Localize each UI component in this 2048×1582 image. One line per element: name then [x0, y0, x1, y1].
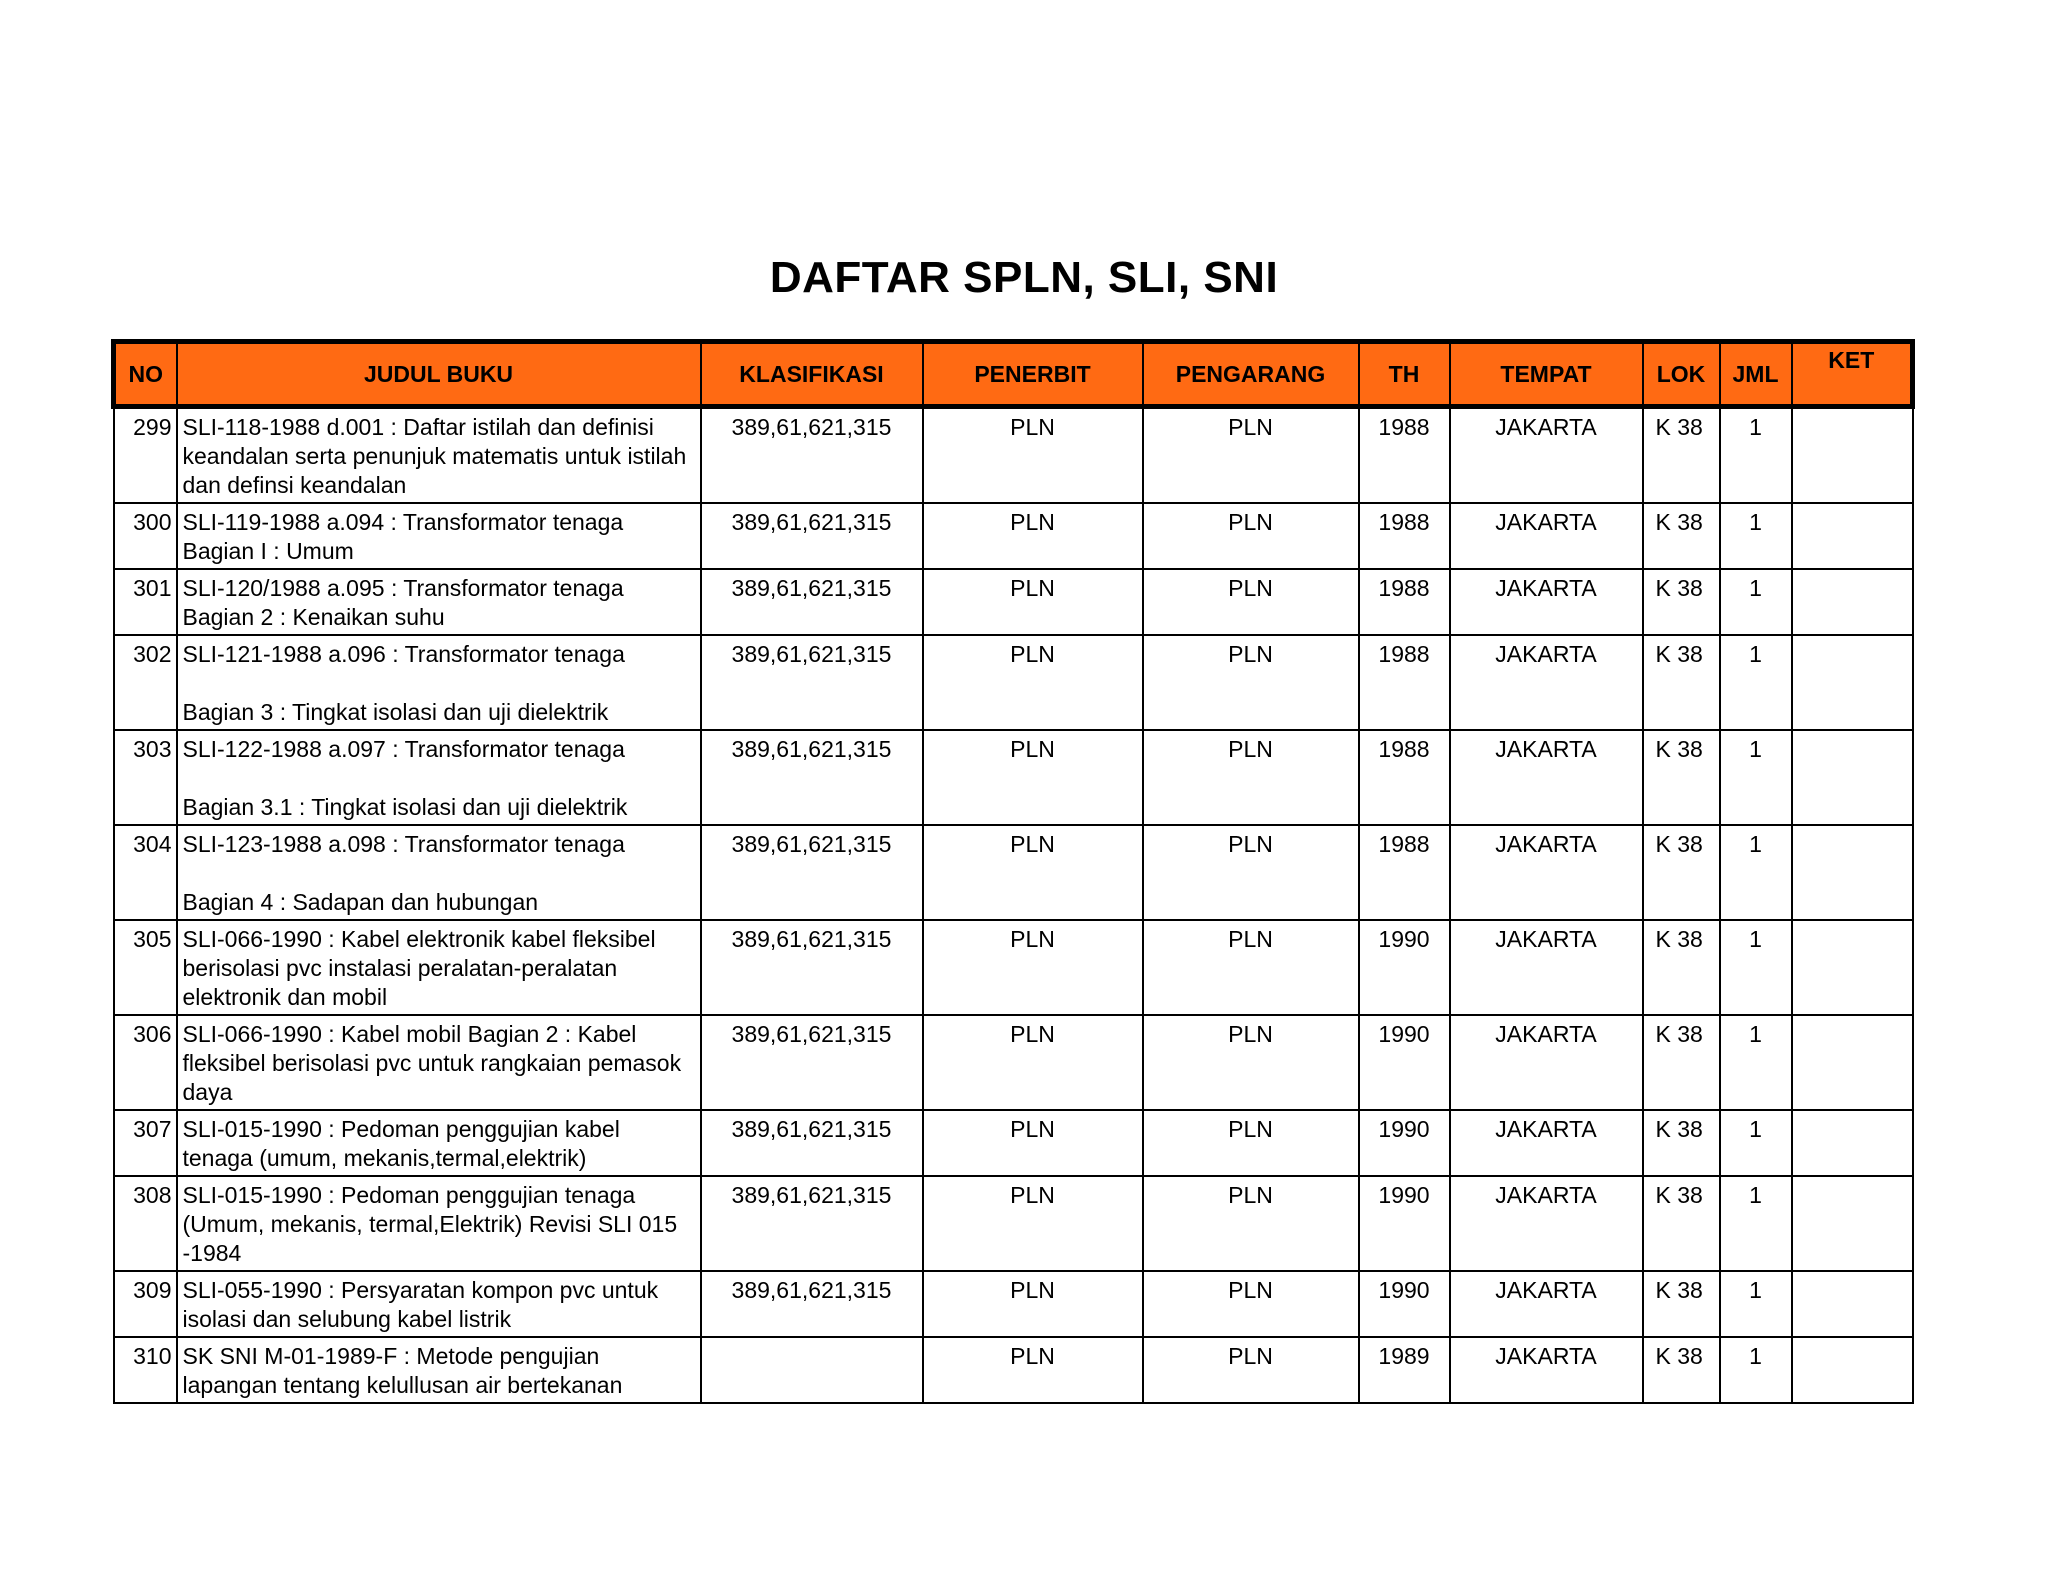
cell-klasifikasi: 389,61,621,315 — [701, 1271, 923, 1337]
cell-no: 300 — [114, 503, 177, 569]
table-row — [114, 569, 1913, 635]
table-row — [114, 1176, 1913, 1271]
cell-penerbit: PLN — [923, 920, 1143, 1015]
col-header-no: NO — [114, 342, 177, 407]
cell-ket — [1792, 1015, 1913, 1110]
cell-klasifikasi: 389,61,621,315 — [701, 825, 923, 920]
cell-lok: K 38 — [1643, 730, 1720, 825]
cell-klasifikasi: 389,61,621,315 — [701, 569, 923, 635]
table-row — [114, 825, 1913, 920]
cell-no: 304 — [114, 825, 177, 920]
cell-klasifikasi: 389,61,621,315 — [701, 635, 923, 730]
cell-th: 1988 — [1359, 825, 1450, 920]
cell-penerbit: PLN — [923, 1015, 1143, 1110]
cell-pengarang: PLN — [1143, 825, 1359, 920]
page-title: DAFTAR SPLN, SLI, SNI — [769, 253, 1279, 302]
col-header-ket: KET — [1792, 342, 1913, 407]
cell-pengarang: PLN — [1143, 503, 1359, 569]
cell-klasifikasi: 389,61,621,315 — [701, 730, 923, 825]
cell-th: 1990 — [1359, 920, 1450, 1015]
cell-pengarang: PLN — [1143, 635, 1359, 730]
cell-judul: SLI-118-1988 d.001 : Daftar istilah dan definisi keandalan serta penunjuk matematis untuk istilah dan definsi keandalan — [177, 407, 701, 504]
cell-jml: 1 — [1720, 407, 1792, 504]
cell-penerbit: PLN — [923, 825, 1143, 920]
col-header-jml: JML — [1720, 342, 1792, 407]
cell-no: 302 — [114, 635, 177, 730]
cell-tempat: JAKARTA — [1450, 825, 1643, 920]
cell-tempat: JAKARTA — [1450, 1337, 1643, 1403]
cell-pengarang: PLN — [1143, 920, 1359, 1015]
cell-no: 308 — [114, 1176, 177, 1271]
cell-jml: 1 — [1720, 920, 1792, 1015]
cell-ket — [1792, 503, 1913, 569]
cell-th: 1988 — [1359, 407, 1450, 504]
cell-tempat: JAKARTA — [1450, 635, 1643, 730]
cell-tempat: JAKARTA — [1450, 920, 1643, 1015]
cell-jml: 1 — [1720, 635, 1792, 730]
cell-penerbit: PLN — [923, 730, 1143, 825]
cell-no: 306 — [114, 1015, 177, 1110]
cell-penerbit: PLN — [923, 1176, 1143, 1271]
table-body — [114, 407, 1913, 1404]
cell-tempat: JAKARTA — [1450, 730, 1643, 825]
cell-ket — [1792, 1271, 1913, 1337]
col-header-th: TH — [1359, 342, 1450, 407]
cell-jml: 1 — [1720, 1337, 1792, 1403]
cell-pengarang: PLN — [1143, 1337, 1359, 1403]
cell-pengarang: PLN — [1143, 1110, 1359, 1176]
cell-no: 307 — [114, 1110, 177, 1176]
cell-th: 1988 — [1359, 730, 1450, 825]
table-row — [114, 730, 1913, 825]
cell-jml: 1 — [1720, 825, 1792, 920]
cell-pengarang: PLN — [1143, 1271, 1359, 1337]
cell-klasifikasi: 389,61,621,315 — [701, 503, 923, 569]
cell-ket — [1792, 1110, 1913, 1176]
cell-judul: SLI-119-1988 a.094 : Transformator tenaga Bagian I : Umum — [177, 503, 701, 569]
cell-penerbit: PLN — [923, 1337, 1143, 1403]
cell-lok: K 38 — [1643, 635, 1720, 730]
cell-klasifikasi: 389,61,621,315 — [701, 1176, 923, 1271]
cell-judul: SLI-066-1990 : Kabel elektronik kabel fleksibel berisolasi pvc instalasi peralatan-peralatan elektronik dan mobil — [177, 920, 701, 1015]
table-row — [114, 1015, 1913, 1110]
cell-judul: SLI-123-1988 a.098 : Transformator tenaga Bagian 4 : Sadapan dan hubungan — [177, 825, 701, 920]
catalog-table — [111, 339, 1915, 1404]
cell-no: 301 — [114, 569, 177, 635]
cell-lok: K 38 — [1643, 825, 1720, 920]
cell-ket — [1792, 635, 1913, 730]
cell-klasifikasi: 389,61,621,315 — [701, 407, 923, 504]
cell-jml: 1 — [1720, 569, 1792, 635]
cell-ket — [1792, 407, 1913, 504]
cell-judul: SLI-055-1990 : Persyaratan kompon pvc untuk isolasi dan selubung kabel listrik — [177, 1271, 701, 1337]
cell-pengarang: PLN — [1143, 1015, 1359, 1110]
cell-no: 305 — [114, 920, 177, 1015]
cell-lok: K 38 — [1643, 1337, 1720, 1403]
table-row — [114, 503, 1913, 569]
cell-jml: 1 — [1720, 1176, 1792, 1271]
cell-tempat: JAKARTA — [1450, 1110, 1643, 1176]
cell-pengarang: PLN — [1143, 1176, 1359, 1271]
cell-th: 1990 — [1359, 1271, 1450, 1337]
cell-th: 1990 — [1359, 1176, 1450, 1271]
cell-no: 310 — [114, 1337, 177, 1403]
cell-lok: K 38 — [1643, 1015, 1720, 1110]
cell-jml: 1 — [1720, 1110, 1792, 1176]
cell-ket — [1792, 1337, 1913, 1403]
cell-jml: 1 — [1720, 1015, 1792, 1110]
cell-lok: K 38 — [1643, 920, 1720, 1015]
cell-tempat: JAKARTA — [1450, 569, 1643, 635]
cell-penerbit: PLN — [923, 569, 1143, 635]
table-row — [114, 635, 1913, 730]
cell-jml: 1 — [1720, 730, 1792, 825]
col-header-pengarang: PENGARANG — [1143, 342, 1359, 407]
cell-pengarang: PLN — [1143, 407, 1359, 504]
cell-penerbit: PLN — [923, 503, 1143, 569]
cell-klasifikasi — [701, 1337, 923, 1403]
cell-judul: SLI-120/1988 a.095 : Transformator tenaga Bagian 2 : Kenaikan suhu — [177, 569, 701, 635]
cell-pengarang: PLN — [1143, 730, 1359, 825]
cell-ket — [1792, 825, 1913, 920]
cell-jml: 1 — [1720, 1271, 1792, 1337]
cell-lok: K 38 — [1643, 569, 1720, 635]
cell-klasifikasi: 389,61,621,315 — [701, 1110, 923, 1176]
cell-lok: K 38 — [1643, 503, 1720, 569]
cell-judul: SLI-015-1990 : Pedoman penggujian tenaga (Umum, mekanis, termal,Elektrik) Revisi SLI 015 -1984 — [177, 1176, 701, 1271]
cell-no: 309 — [114, 1271, 177, 1337]
cell-klasifikasi: 389,61,621,315 — [701, 920, 923, 1015]
cell-judul: SLI-122-1988 a.097 : Transformator tenaga Bagian 3.1 : Tingkat isolasi dan uji dielektrik — [177, 730, 701, 825]
col-header-klasifikasi: KLASIFIKASI — [701, 342, 923, 407]
cell-lok: K 38 — [1643, 1176, 1720, 1271]
cell-tempat: JAKARTA — [1450, 503, 1643, 569]
cell-tempat: JAKARTA — [1450, 1176, 1643, 1271]
cell-ket — [1792, 920, 1913, 1015]
cell-tempat: JAKARTA — [1450, 407, 1643, 504]
cell-tempat: JAKARTA — [1450, 1015, 1643, 1110]
table-row — [114, 1110, 1913, 1176]
cell-no: 299 — [114, 407, 177, 504]
cell-judul: SLI-066-1990 : Kabel mobil Bagian 2 : Kabel fleksibel berisolasi pvc untuk rangkaian pemasok daya — [177, 1015, 701, 1110]
col-header-lok: LOK — [1643, 342, 1720, 407]
cell-th: 1988 — [1359, 569, 1450, 635]
cell-klasifikasi: 389,61,621,315 — [701, 1015, 923, 1110]
cell-th: 1990 — [1359, 1015, 1450, 1110]
cell-pengarang: PLN — [1143, 569, 1359, 635]
cell-penerbit: PLN — [923, 1271, 1143, 1337]
col-header-judul: JUDUL BUKU — [177, 342, 701, 407]
cell-judul: SK SNI M-01-1989-F : Metode pengujian lapangan tentang kelullusan air bertekanan — [177, 1337, 701, 1403]
cell-penerbit: PLN — [923, 1110, 1143, 1176]
cell-ket — [1792, 1176, 1913, 1271]
cell-lok: K 38 — [1643, 1271, 1720, 1337]
cell-lok: K 38 — [1643, 1110, 1720, 1176]
col-header-penerbit: PENERBIT — [923, 342, 1143, 407]
cell-th: 1989 — [1359, 1337, 1450, 1403]
header-row — [114, 342, 1913, 407]
cell-penerbit: PLN — [923, 635, 1143, 730]
cell-ket — [1792, 730, 1913, 825]
cell-lok: K 38 — [1643, 407, 1720, 504]
table-row — [114, 920, 1913, 1015]
cell-jml: 1 — [1720, 503, 1792, 569]
cell-th: 1988 — [1359, 503, 1450, 569]
col-header-tempat: TEMPAT — [1450, 342, 1643, 407]
table-row — [114, 407, 1913, 504]
cell-no: 303 — [114, 730, 177, 825]
cell-th: 1988 — [1359, 635, 1450, 730]
cell-penerbit: PLN — [923, 407, 1143, 504]
cell-judul: SLI-121-1988 a.096 : Transformator tenaga Bagian 3 : Tingkat isolasi dan uji dielektrik — [177, 635, 701, 730]
cell-ket — [1792, 569, 1913, 635]
cell-th: 1990 — [1359, 1110, 1450, 1176]
table-row — [114, 1271, 1913, 1337]
cell-tempat: JAKARTA — [1450, 1271, 1643, 1337]
cell-judul: SLI-015-1990 : Pedoman penggujian kabel tenaga (umum, mekanis,termal,elektrik) — [177, 1110, 701, 1176]
table-row — [114, 1337, 1913, 1403]
